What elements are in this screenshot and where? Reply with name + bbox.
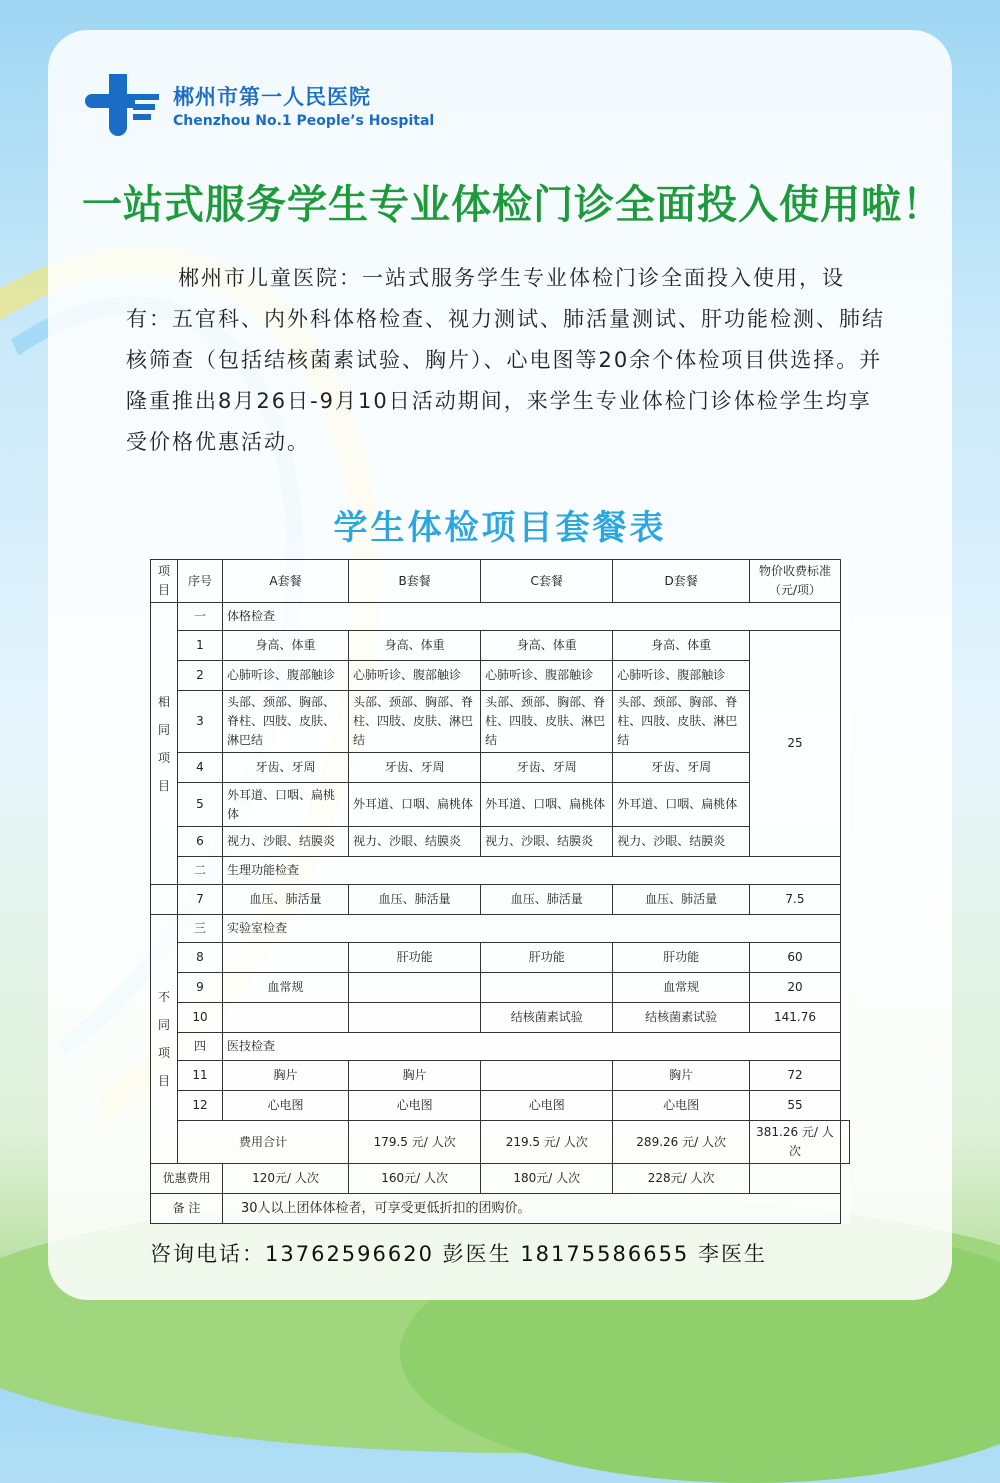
row-no: 3 xyxy=(178,691,223,753)
total-b: 219.5 元/ 人次 xyxy=(481,1121,613,1164)
cell-price: 55 xyxy=(749,1091,840,1121)
cell-b: 肝功能 xyxy=(349,943,481,973)
row-no: 4 xyxy=(178,753,223,783)
cell-a: 外耳道、口咽、扁桃体 xyxy=(223,783,349,827)
row-no: 11 xyxy=(178,1061,223,1091)
cell-c: 心电图 xyxy=(481,1091,613,1121)
cell-price: 72 xyxy=(749,1061,840,1091)
cell-c: 视力、沙眼、结膜炎 xyxy=(481,827,613,857)
hospital-logo xyxy=(85,74,434,136)
header-b: B套餐 xyxy=(349,560,481,603)
cell-a: 头部、颈部、胸部、脊柱、四肢、皮肤、淋巴结 xyxy=(223,691,349,753)
cell-d: 外耳道、口咽、扁桃体 xyxy=(613,783,750,827)
table-title: 学生体检项目套餐表 xyxy=(333,508,667,548)
cell-c: 肝功能 xyxy=(481,943,613,973)
group-diff-label: 不同项目 xyxy=(151,915,178,1164)
table-row xyxy=(151,885,850,915)
discount-d: 228元/ 人次 xyxy=(613,1164,750,1194)
cell-a xyxy=(223,1003,349,1033)
discount-label: 优惠费用 xyxy=(151,1164,223,1194)
table-row xyxy=(151,827,850,857)
cell-a: 血压、肺活量 xyxy=(223,885,349,915)
cell-d: 牙齿、牙周 xyxy=(613,753,750,783)
table-row xyxy=(151,1061,850,1091)
table-row xyxy=(151,631,850,661)
row-no: 12 xyxy=(178,1091,223,1121)
table-row xyxy=(151,753,850,783)
section-no: 二 xyxy=(178,857,223,885)
cell-b: 胸片 xyxy=(349,1061,481,1091)
row-no: 2 xyxy=(178,661,223,691)
cell-a xyxy=(223,943,349,973)
cell-price: 25 xyxy=(749,631,840,857)
cell-b: 心肺听诊、腹部触诊 xyxy=(349,661,481,691)
cell-b: 身高、体重 xyxy=(349,631,481,661)
cell-d: 血常规 xyxy=(613,973,750,1003)
row-no: 5 xyxy=(178,783,223,827)
cell-price: 20 xyxy=(749,973,840,1003)
table-row xyxy=(151,973,850,1003)
section-name: 体格检查 xyxy=(223,603,841,631)
row-no: 9 xyxy=(178,973,223,1003)
header-c: C套餐 xyxy=(481,560,613,603)
contact-phones: 咨询电话：13762596620 彭医生 18175586655 李医生 xyxy=(150,1242,767,1266)
table-row xyxy=(151,1091,850,1121)
cell-b: 外耳道、口咽、扁桃体 xyxy=(349,783,481,827)
header-d: D套餐 xyxy=(613,560,750,603)
cell-c: 身高、体重 xyxy=(481,631,613,661)
cell-c: 外耳道、口咽、扁桃体 xyxy=(481,783,613,827)
cell-d: 身高、体重 xyxy=(613,631,750,661)
intro-paragraph: 郴州市儿童医院：一站式服务学生专业体检门诊全面投入使用，设有：五官科、内外科体格检查、视力测试、肺活量测试、肝功能检测、肺结核筛查（包括结核菌素试验、胸片）、心电图等20余个体检项目供选择。并隆重推出8月26日-9月10日活动期间，来学生专业体检门诊体检学生均享受价格优惠活动。 xyxy=(126,266,885,454)
cell-c: 牙齿、牙周 xyxy=(481,753,613,783)
cell-c: 头部、颈部、胸部、脊柱、四肢、皮肤、淋巴结 xyxy=(481,691,613,753)
note-label: 备 注 xyxy=(151,1194,223,1224)
cell-c xyxy=(481,973,613,1003)
cell-price: 7.5 xyxy=(749,885,840,915)
header-item: 项目 xyxy=(151,560,178,603)
note-row xyxy=(151,1194,850,1224)
section-row xyxy=(151,915,850,943)
cell-a: 血常规 xyxy=(223,973,349,1003)
hospital-name-en: Chenzhou No.1 People’s Hospital xyxy=(173,113,435,129)
total-a: 179.5 元/ 人次 xyxy=(349,1121,481,1164)
section-name: 医技检查 xyxy=(223,1033,841,1061)
section-no: 三 xyxy=(178,915,223,943)
cell-b xyxy=(349,1003,481,1033)
cell-c: 结核菌素试验 xyxy=(481,1003,613,1033)
cell-c: 心肺听诊、腹部触诊 xyxy=(481,661,613,691)
discount-row xyxy=(151,1164,850,1194)
headline: 一站式服务学生专业体检门诊全面投入使用啦！ xyxy=(82,182,943,228)
cell-d: 头部、颈部、胸部、脊柱、四肢、皮肤、淋巴结 xyxy=(613,691,750,753)
hospital-logo-icon xyxy=(85,74,159,136)
cell-c xyxy=(481,1061,613,1091)
cell-b: 头部、颈部、胸部、脊柱、四肢、皮肤、淋巴结 xyxy=(349,691,481,753)
cell-d: 结核菌素试验 xyxy=(613,1003,750,1033)
cell-d: 胸片 xyxy=(613,1061,750,1091)
cell-d: 肝功能 xyxy=(613,943,750,973)
cell-a: 胸片 xyxy=(223,1061,349,1091)
row-no: 1 xyxy=(178,631,223,661)
cell-b: 视力、沙眼、结膜炎 xyxy=(349,827,481,857)
group-same-label: 相同项目 xyxy=(151,603,178,885)
row-no: 6 xyxy=(178,827,223,857)
cell-a: 视力、沙眼、结膜炎 xyxy=(223,827,349,857)
cell-d: 心电图 xyxy=(613,1091,750,1121)
header-no: 序号 xyxy=(178,560,223,603)
table-row xyxy=(151,1003,850,1033)
row-no: 10 xyxy=(178,1003,223,1033)
cell-b: 心电图 xyxy=(349,1091,481,1121)
section-no: 四 xyxy=(178,1033,223,1061)
section-name: 实验室检查 xyxy=(223,915,841,943)
cell-b xyxy=(349,973,481,1003)
discount-b: 160元/ 人次 xyxy=(349,1164,481,1194)
cell-b: 血压、肺活量 xyxy=(349,885,481,915)
table-row xyxy=(151,783,850,827)
cell-d: 心肺听诊、腹部触诊 xyxy=(613,661,750,691)
table-header-row xyxy=(151,560,850,603)
total-label: 费用合计 xyxy=(178,1121,349,1164)
table-row xyxy=(151,661,850,691)
row-no: 8 xyxy=(178,943,223,973)
section-row xyxy=(151,603,850,631)
row-no: 7 xyxy=(178,885,223,915)
section-row xyxy=(151,1033,850,1061)
cell-price: 60 xyxy=(749,943,840,973)
cell-a: 心肺听诊、腹部触诊 xyxy=(223,661,349,691)
section-no: 一 xyxy=(178,603,223,631)
cell-d: 血压、肺活量 xyxy=(613,885,750,915)
cell-price: 141.76 xyxy=(749,1003,840,1033)
section-name: 生理功能检查 xyxy=(223,857,841,885)
table-row xyxy=(151,943,850,973)
header-price: 物价收费标准（元/项） xyxy=(749,560,840,603)
discount-a: 120元/ 人次 xyxy=(223,1164,349,1194)
package-table xyxy=(150,559,850,1224)
total-row xyxy=(151,1121,850,1164)
cell-c: 血压、肺活量 xyxy=(481,885,613,915)
discount-c: 180元/ 人次 xyxy=(481,1164,613,1194)
cell-a: 牙齿、牙周 xyxy=(223,753,349,783)
total-c: 289.26 元/ 人次 xyxy=(613,1121,750,1164)
header-a: A套餐 xyxy=(223,560,349,603)
cell-a: 心电图 xyxy=(223,1091,349,1121)
cell-a: 身高、体重 xyxy=(223,631,349,661)
cell-d: 视力、沙眼、结膜炎 xyxy=(613,827,750,857)
table-row xyxy=(151,691,850,753)
total-d: 381.26 元/ 人次 xyxy=(749,1121,840,1164)
section-row xyxy=(151,857,850,885)
note-text: 30人以上团体体检者，可享受更低折扣的团购价。 xyxy=(223,1194,841,1224)
cell-b: 牙齿、牙周 xyxy=(349,753,481,783)
hospital-name-cn: 郴州市第一人民医院 xyxy=(173,85,371,109)
